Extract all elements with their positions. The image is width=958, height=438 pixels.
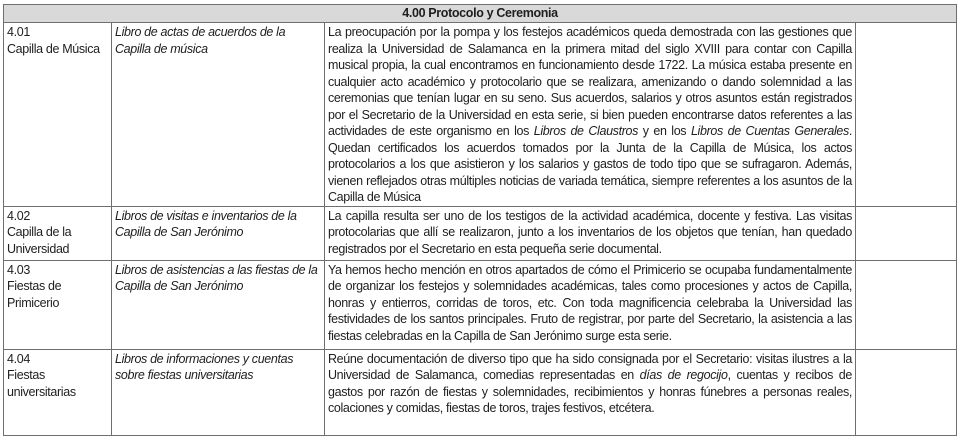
row-notes-cell: [856, 349, 957, 435]
row-code-cell: [4, 260, 112, 349]
table-row: [4, 260, 957, 349]
row-description: [325, 260, 856, 349]
description-text: , cuentas y recibos de gastos por razón de fiestas y solemnidades, recibimientos y honras fúnebres a personas reales, colaciones y comidas, fiestas de toros, trajes festivos, etcétera.: [328, 368, 852, 415]
row-name: Fiestas universitarias: [7, 368, 76, 399]
table-row: [4, 349, 957, 435]
row-description: [325, 349, 856, 435]
description-italic-title: Libros de Cuentas Generales: [690, 124, 849, 138]
description-text: La capilla resulta ser uno de los testigos de la actividad académica, docente y festiva. Las visitas protocolarias que allí se realizaron, junto a los inventarios de los objetos que tenían, han quedado registrados por el Secretario en esta pequeña serie documental.: [328, 208, 852, 256]
row-description: [325, 23, 856, 207]
row-series: Libro de actas de acuerdos de la Capilla de música: [112, 23, 325, 207]
row-name: Fiestas de Primicerio: [7, 279, 62, 310]
row-code-cell: [4, 23, 112, 207]
table-row: [4, 23, 957, 207]
section-header-row: [4, 5, 957, 23]
row-series: Libros de visitas e inventarios de la Capilla de San Jerónimo: [112, 206, 325, 260]
row-code-cell: [4, 349, 112, 435]
description-italic-title: días de regocijo: [639, 368, 728, 382]
description-text: Ya hemos hecho mención en otros apartados de cómo el Primicerio se ocupaba fundamentalmente de organizar los festejos y solemnidades académicas, tales como procesiones y actos de Capilla, honras y entierros, corridas de toros, etc. Con toda magnificencia celebraba la Universidad las festividades de los santos principales. Fruto de registrar, por parte del Secretario, la asistencia a las fiestas celebradas en la Capilla de San Jerónimo surge esta serie.: [328, 262, 852, 343]
description-text: y en los: [638, 124, 691, 138]
row-code: 4.04: [7, 351, 30, 366]
row-name: Capilla de Música: [7, 41, 100, 56]
catalog-table: [3, 4, 957, 436]
section-title: 4.00 Protocolo y Ceremonia: [4, 5, 957, 23]
row-code-cell: [4, 206, 112, 260]
description-text: Reúne documentación de diverso tipo que ha sido consignada por el Secretario: visitas ilustres a la Universidad de Salamanca, comedias representadas en: [328, 351, 852, 382]
description-text: La preocupación por la pompa y los festejos académicos queda demostrada con las gestiones que realiza la Universidad de Salamanca en la primera mitad del siglo XVIII para contar con Capilla musical propia, la cual encontramos en funcionamiento desde 1722. La música estaba presente en cualquier acto académico y protocolario que se realizara, amenizando o dando solemnidad a las ceremonias que tenían lugar en su seno. Sus acuerdos, salarios y otros asuntos están registrados por el Secretario de la Universidad en esta serie, si bien pueden encontrarse datos referentes a las actividades de este organismo en los: [328, 25, 852, 138]
row-name: Capilla de la Universidad: [7, 225, 72, 256]
row-code: 4.03: [7, 262, 30, 277]
row-notes-cell: [856, 206, 957, 260]
row-code: 4.01: [7, 25, 30, 39]
row-series: Libros de informaciones y cuentas sobre fiestas universitarias: [112, 349, 325, 435]
description-text: . Quedan certificados los acuerdos tomados por la Junta de la Capilla de Música, los actos protocolarios a los que asistieron y los salarios y gastos de todo tipo que se sufragaron. Además, vienen reflejados otras múltiples noticias de variada temática, siempre referentes a los asuntos de la Capilla de Música: [328, 124, 852, 204]
row-notes-cell: [856, 260, 957, 349]
row-series: Libros de asistencias a las fiestas de la Capilla de San Jerónimo: [112, 260, 325, 349]
description-italic-title: Libros de Claustros: [533, 124, 639, 138]
row-notes-cell: [856, 23, 957, 207]
row-description: [325, 206, 856, 260]
row-code: 4.02: [7, 208, 30, 223]
table-row: [4, 206, 957, 260]
